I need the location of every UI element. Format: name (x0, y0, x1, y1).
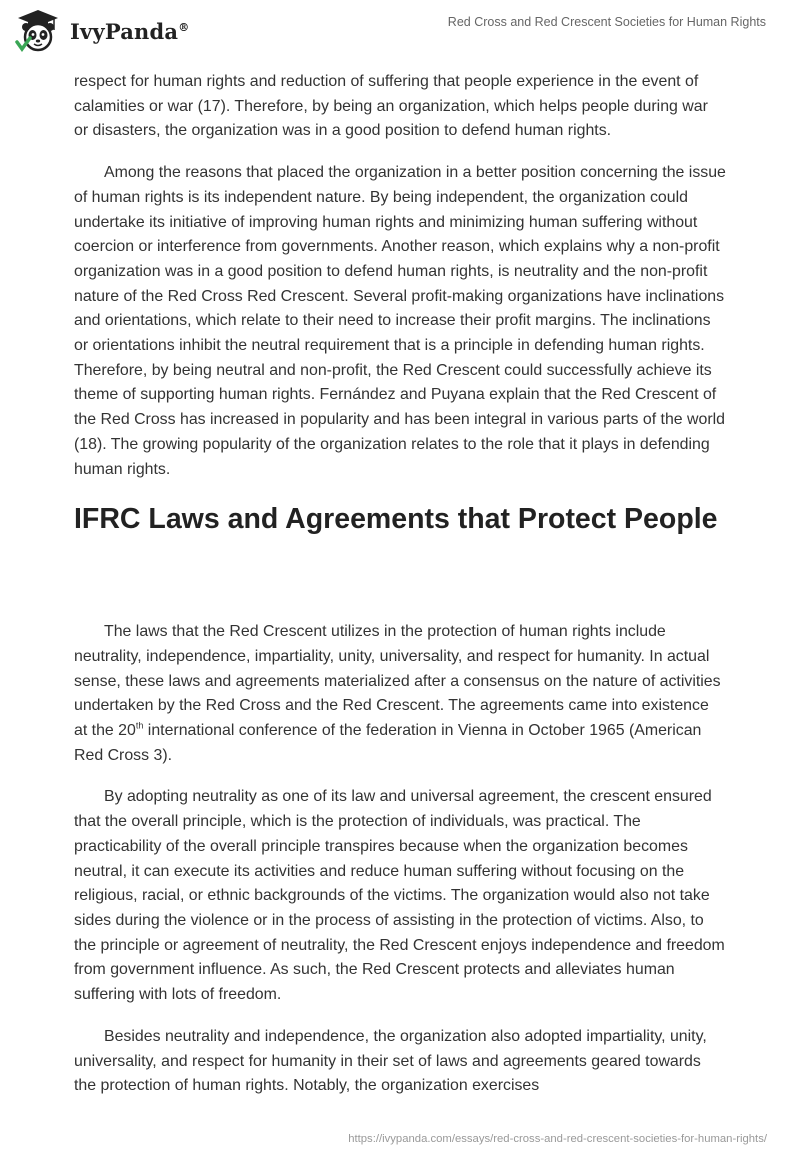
paragraph-5: Besides neutrality and independence, the organization also adopted impartiality, unity, universality, and respect for humanity in their set of laws and agreements geared towards the protection of human rights. Notably, the organization exercises (74, 1027, 707, 1095)
page-header (0, 0, 800, 62)
brand-name: IvyPanda® (70, 18, 190, 44)
paragraph-4: By adopting neutrality as one of its law and universal agreement, the crescent ensured that the overall principle, which is the protection of individuals, was practical. The practicability of the overall principle transpires because when the organization becomes neutral, it can execute its activities and reduce human suffering without focusing on the religious, racial, or ethnic backgrounds of the victims. The organization would also not take sides during the violence or in the process of assisting in the protection of victims. Also, to the principle or agreement of neutrality, the Red Crescent enjoys independence and freedom from government influence. As such, the Red Crescent protects and alleviates human suffering with lots of freedom. (74, 788, 725, 1004)
essay-body (74, 70, 726, 1116)
paragraph-3: The laws that the Red Crescent utilizes in the protection of human rights include neutrality, independence, impartiality, unity, universality, and respect for humanity. In actual sense, these laws and agreements materialized after a consensus on the nature of activities undertaken by the Red Cross and the Red Crescent. The agreements came into existence at the 20th international conference of the federation in Vienna in October 1965 (American Red Cross 3). (74, 623, 721, 764)
panda-graduate-icon (14, 8, 62, 54)
brand-logo[interactable] (14, 8, 189, 54)
source-url[interactable]: https://ivypanda.com/essays/red-cross-and-red-crescent-societies-for-human-rights/ (348, 1133, 767, 1145)
section-heading: IFRC Laws and Agreements that Protect People (74, 503, 718, 536)
paragraph-2: Among the reasons that placed the organization in a better position concerning the issue of human rights is its independent nature. By being independent, the organization could undertake its initiative of improving human rights and minimizing human suffering without coercion or interference from governments. Another reason, which explains why a non-profit organization was in a good position to defend human rights, is neutrality and the non-profit nature of the Red Cross Red Crescent. Several profit-making organizations have inclinations and orientations, which relate to their need to increase their profit margins. The inclinations or orientations inhibit the neutral requirement that is a principle in defending human rights. Therefore, by being neutral and non-profit, the Red Crescent could successfully achieve its theme of supporting human rights. Fernández and Puyana explain that the Red Crescent of the Red Cross has increased in popularity and has been integral in various parts of the world (18). The growing popularity of the organization relates to the role that it plays in defending human rights. (74, 164, 726, 478)
paragraph-1: respect for human rights and reduction of suffering that people experience in the event of calamities or war (17). Therefore, by being an organization, which helps people during war or disasters, the organization was in a good position to defend human rights. (74, 73, 708, 140)
document-title: Red Cross and Red Crescent Societies for Human Rights (447, 15, 766, 29)
